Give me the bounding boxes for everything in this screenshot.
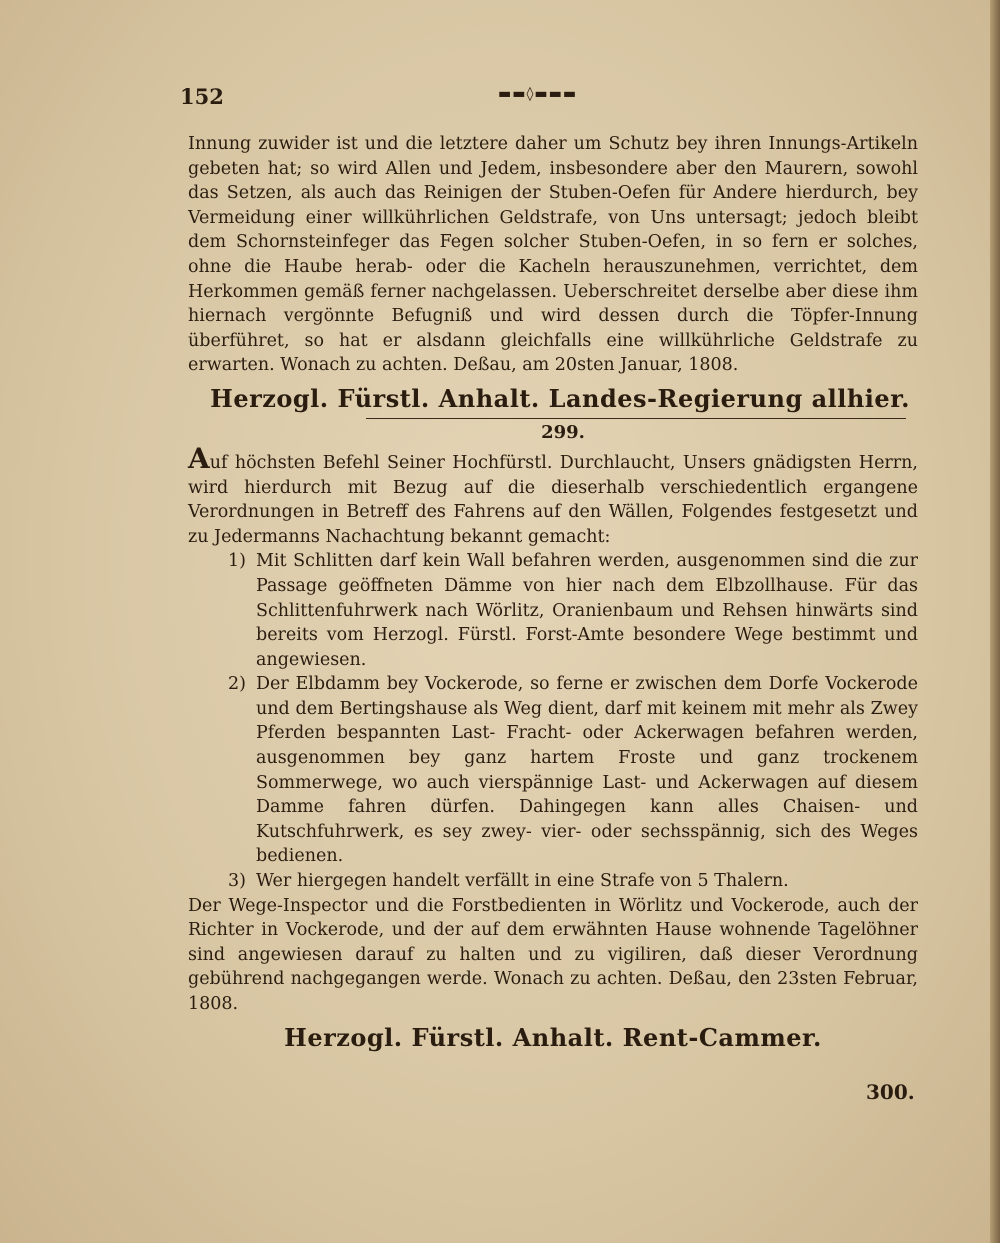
section-299-initial: A — [188, 441, 210, 475]
list-item — [188, 869, 918, 894]
page-edge — [990, 0, 1000, 1243]
section-299-closing: Der Wege-Inspector und die Forstbedienten in Wörlitz und Vockerode, auch der Richter in Vockerode, und der auf dem erwähnten Hause wohnende Tagelöhner sind angewiesen darauf zu halten und zu vigiliren, daß dieser Verordnung gebührend nachgegangen werde. Wonach zu achten. Deßau, den 23sten Februar, 1808. — [188, 895, 918, 1014]
list-item-number: 1) — [228, 551, 246, 572]
list-item-text: Der Elbdamm bey Vockerode, so ferne er zwischen dem Dorfe Vockerode und dem Bertingshause als Weg dient, darf mit keinem mit mehr als Zwey Pferden bespannten Last- Fracht- oder Ackerwagen befahren werden, ausgenommen bey ganz hartem Froste und ganz trockenem Sommerwege, wo auch vierspännige Last- und Ackerwagen auf diesem Damme fahren dürfen. Dahingegen kann alles Chaisen- und Kutschfuhrwerk, es sey zwey- vier- oder sechsspännig, sich des Weges bedienen. — [256, 674, 918, 867]
list-item-number: 3) — [228, 871, 246, 892]
list-item — [188, 672, 918, 869]
list-item-number: 2) — [228, 674, 246, 695]
section-298-text: Innung zuwider ist und die letztere daher um Schutz bey ihren Innungs-Artikeln gebeten hat; so wird Allen und Jedem, insbesondere aber den Maurern, sowohl das Setzen, als auch das Reinigen der Stuben-Oefen für Andere hierdurch, bey Vermeidung einer willkührlichen Geldstrafe, von Uns untersagt; jedoch bleibt dem Schornsteinfeger das Fegen solcher Stuben-Oefen, in so fern er solches, ohne die Haube herab- oder die Kacheln herauszunehmen, verrichtet, dem Herkommen gemäß ferner nachgelassen. Ueberschreitet derselbe aber diese ihm hiernach vergönnte Befugniß und wird dessen durch die Töpfer-Innung überführet, so hat er alsdann gleichfalls eine willkührliche Geldstrafe zu erwarten. Wonach zu achten. Deßau, am 20sten Januar, 1808. — [188, 134, 918, 376]
section-298-signature: Herzogl. Fürstl. Anhalt. Landes-Regierung allhier. — [210, 383, 910, 413]
section-299-number: 299. — [541, 421, 585, 443]
list-item-text: Wer hiergegen handelt verfällt in eine Strafe von 5 Thalern. — [256, 871, 789, 892]
section-299-intro-text: uf höchsten Befehl Seiner Hochfürstl. Durchlaucht, Unsers gnädigsten Herrn, wird hierdurch mit Bezug auf die dieserhalb verschiedentlich ergangene Verordnungen in Betreff des Fahrens auf den Wällen, Folgendes festgesetzt und zu Jedermanns Nachachtung bekannt gemacht: — [188, 452, 918, 547]
section-299-signature: Herzogl. Fürstl. Anhalt. Rent-Cammer. — [284, 1022, 822, 1052]
list-item — [188, 549, 918, 672]
list-item-text: Mit Schlitten darf kein Wall befahren werden, ausgenommen sind die zur Passage geöffneten Dämme von hier nach dem Elbzollhause. Für das Schlittenfuhrwerk nach Wörlitz, Oranienbaum und Rehsen hinwärts sind bereits vom Herzogl. Fürstl. Forst-Amte besondere Wege bestimmt und angewiesen. — [256, 551, 918, 670]
page-content — [188, 132, 918, 1057]
next-page-catchword: 300. — [866, 1080, 915, 1104]
page-number: 152 — [180, 84, 224, 109]
section-299-intro — [188, 441, 918, 549]
page-header — [180, 84, 900, 114]
header-ornament: ▬▬◊▬▬▬ — [498, 86, 578, 102]
